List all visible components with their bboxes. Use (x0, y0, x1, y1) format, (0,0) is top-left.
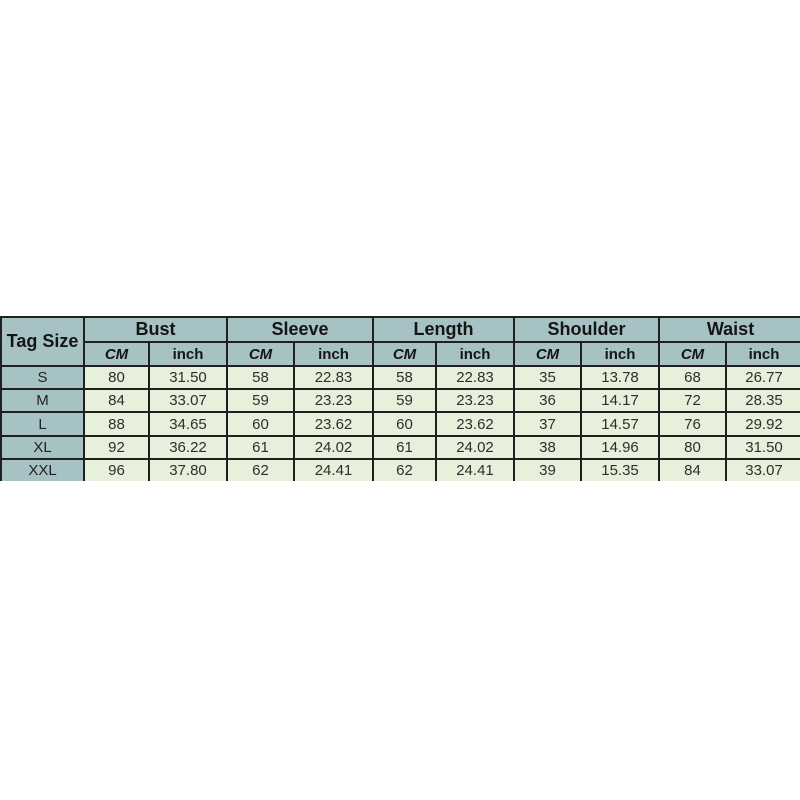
cell-value: 68 (659, 366, 726, 389)
cell-value: 14.17 (581, 389, 659, 412)
cell-value: 80 (659, 436, 726, 459)
row-label-s: S (1, 366, 84, 389)
cell-value: 36 (514, 389, 581, 412)
cell-value: 24.02 (294, 436, 373, 459)
cell-value: 24.41 (436, 459, 514, 481)
cell-value: 76 (659, 412, 726, 435)
cell-value: 15.35 (581, 459, 659, 481)
unit-header-sleeve-cm: CM (227, 342, 294, 366)
cell-value: 29.92 (726, 412, 800, 435)
unit-header-length-inch: inch (436, 342, 514, 366)
corner-header-tag-size: Tag Size (1, 317, 84, 366)
cell-value: 38 (514, 436, 581, 459)
cell-value: 23.23 (436, 389, 514, 412)
cell-value: 36.22 (149, 436, 227, 459)
cell-value: 22.83 (436, 366, 514, 389)
cell-value: 23.62 (436, 412, 514, 435)
row-label-l: L (1, 412, 84, 435)
cell-value: 14.96 (581, 436, 659, 459)
cell-value: 26.77 (726, 366, 800, 389)
cell-value: 96 (84, 459, 149, 481)
cell-value: 34.65 (149, 412, 227, 435)
row-label-xl: XL (1, 436, 84, 459)
group-header-waist: Waist (659, 317, 800, 342)
cell-value: 13.78 (581, 366, 659, 389)
row-label-xxl: XXL (1, 459, 84, 481)
unit-header-shoulder-cm: CM (514, 342, 581, 366)
cell-value: 14.57 (581, 412, 659, 435)
group-header-row (1, 317, 800, 342)
cell-value: 24.02 (436, 436, 514, 459)
cell-value: 59 (227, 389, 294, 412)
cell-value: 31.50 (149, 366, 227, 389)
unit-header-waist-cm: CM (659, 342, 726, 366)
cell-value: 58 (373, 366, 436, 389)
table-row-xxl (1, 459, 800, 481)
unit-header-bust-inch: inch (149, 342, 227, 366)
cell-value: 61 (373, 436, 436, 459)
cell-value: 28.35 (726, 389, 800, 412)
cell-value: 23.62 (294, 412, 373, 435)
unit-header-shoulder-inch: inch (581, 342, 659, 366)
group-header-sleeve: Sleeve (227, 317, 373, 342)
cell-value: 31.50 (726, 436, 800, 459)
cell-value: 58 (227, 366, 294, 389)
cell-value: 35 (514, 366, 581, 389)
cell-value: 84 (84, 389, 149, 412)
cell-value: 62 (373, 459, 436, 481)
cell-value: 23.23 (294, 389, 373, 412)
cell-value: 33.07 (149, 389, 227, 412)
cell-value: 33.07 (726, 459, 800, 481)
row-label-m: M (1, 389, 84, 412)
unit-header-length-cm: CM (373, 342, 436, 366)
cell-value: 92 (84, 436, 149, 459)
cell-value: 22.83 (294, 366, 373, 389)
unit-header-row (1, 342, 800, 366)
cell-value: 80 (84, 366, 149, 389)
cell-value: 84 (659, 459, 726, 481)
table-row-s (1, 366, 800, 389)
group-header-bust: Bust (84, 317, 227, 342)
unit-header-bust-cm: CM (84, 342, 149, 366)
unit-header-sleeve-inch: inch (294, 342, 373, 366)
table-row-l (1, 412, 800, 435)
cell-value: 60 (373, 412, 436, 435)
size-chart-table (0, 316, 800, 481)
cell-value: 61 (227, 436, 294, 459)
cell-value: 37.80 (149, 459, 227, 481)
cell-value: 39 (514, 459, 581, 481)
group-header-length: Length (373, 317, 514, 342)
cell-value: 88 (84, 412, 149, 435)
cell-value: 72 (659, 389, 726, 412)
cell-value: 60 (227, 412, 294, 435)
cell-value: 59 (373, 389, 436, 412)
cell-value: 62 (227, 459, 294, 481)
table-row-m (1, 389, 800, 412)
group-header-shoulder: Shoulder (514, 317, 659, 342)
table-row-xl (1, 436, 800, 459)
cell-value: 24.41 (294, 459, 373, 481)
unit-header-waist-inch: inch (726, 342, 800, 366)
cell-value: 37 (514, 412, 581, 435)
